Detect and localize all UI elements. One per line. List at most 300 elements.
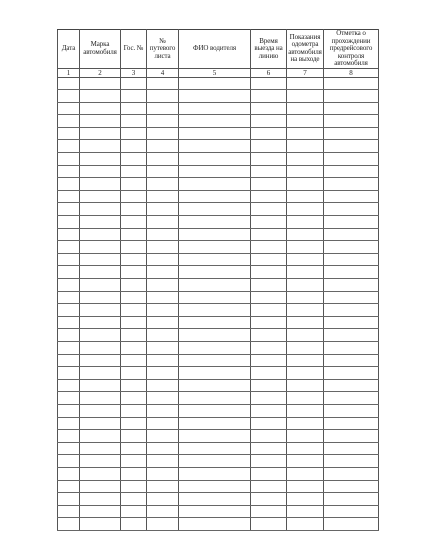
table-cell [58,165,80,178]
table-cell [324,291,379,304]
table-cell [324,127,379,140]
table-cell [147,77,179,90]
table-row [58,279,379,292]
table-cell [80,279,121,292]
table-cell [251,392,287,405]
table-cell [324,505,379,518]
table-cell [179,178,251,191]
table-cell [147,216,179,229]
table-cell [80,77,121,90]
table-cell [251,77,287,90]
table-cell [179,153,251,166]
table-cell [324,467,379,480]
table-cell [58,279,80,292]
table-cell [147,253,179,266]
table-cell [121,379,147,392]
table-cell [287,279,324,292]
table-cell [251,127,287,140]
column-number: 2 [80,68,121,77]
table-cell [147,140,179,153]
table-cell [179,190,251,203]
table-cell [121,467,147,480]
table-cell [80,228,121,241]
table-cell [287,228,324,241]
table-row [58,518,379,531]
table-cell [251,379,287,392]
table-cell [287,493,324,506]
table-cell [121,316,147,329]
table-cell [147,430,179,443]
table-cell [251,518,287,531]
table-cell [58,102,80,115]
column-number: 1 [58,68,80,77]
table-cell [251,304,287,317]
table-cell [58,127,80,140]
table-cell [121,329,147,342]
table-cell [324,404,379,417]
table-cell [147,379,179,392]
table-cell [58,329,80,342]
table-cell [121,480,147,493]
table-cell [147,115,179,128]
column-number: 3 [121,68,147,77]
table-cell [179,279,251,292]
table-cell [80,216,121,229]
table-cell [58,228,80,241]
table-cell [179,505,251,518]
table-cell [80,392,121,405]
table-cell [80,493,121,506]
table-cell [121,493,147,506]
table-cell [147,518,179,531]
table-cell [324,417,379,430]
table-cell [324,216,379,229]
table-cell [80,140,121,153]
table-cell [147,455,179,468]
table-cell [287,518,324,531]
table-cell [324,266,379,279]
table-cell [121,102,147,115]
table-row [58,354,379,367]
table-row [58,316,379,329]
table-cell [324,115,379,128]
table-cell [121,216,147,229]
table-cell [121,518,147,531]
table-row [58,190,379,203]
table-cell [287,153,324,166]
table-cell [324,253,379,266]
table-cell [58,203,80,216]
table-cell [287,505,324,518]
table-cell [287,329,324,342]
table-cell [80,442,121,455]
table-cell [251,102,287,115]
table-cell [179,90,251,103]
table-row [58,216,379,229]
table-cell [80,404,121,417]
table-cell [251,417,287,430]
table-cell [251,266,287,279]
table-row [58,102,379,115]
table-cell [121,304,147,317]
table-cell [147,316,179,329]
table-cell [324,341,379,354]
table-cell [179,241,251,254]
header-departure-time: Время выезда на линию [251,30,287,69]
table-cell [251,442,287,455]
table-cell [287,316,324,329]
table-cell [179,253,251,266]
table-cell [324,442,379,455]
table-row [58,480,379,493]
table-cell [147,417,179,430]
table-cell [251,140,287,153]
table-cell [121,228,147,241]
table-row [58,442,379,455]
table-cell [147,102,179,115]
table-row [58,392,379,405]
table-cell [324,430,379,443]
table-cell [147,442,179,455]
table-cell [324,316,379,329]
table-cell [80,354,121,367]
table-cell [324,493,379,506]
table-cell [80,190,121,203]
column-number-row [58,68,379,77]
table-cell [147,203,179,216]
table-cell [287,77,324,90]
table-cell [121,77,147,90]
table-cell [58,404,80,417]
table-cell [324,190,379,203]
table-cell [251,467,287,480]
table-cell [179,493,251,506]
table-cell [58,253,80,266]
table-cell [324,279,379,292]
table-row [58,115,379,128]
table-cell [324,379,379,392]
table-cell [80,241,121,254]
table-row [58,493,379,506]
table-cell [179,140,251,153]
table-cell [80,102,121,115]
table-cell [80,291,121,304]
table-cell [287,417,324,430]
table-cell [147,178,179,191]
table-cell [121,127,147,140]
table-row [58,367,379,380]
table-cell [121,417,147,430]
table-cell [179,304,251,317]
table-cell [251,228,287,241]
table-cell [58,480,80,493]
table-cell [58,153,80,166]
table-cell [179,455,251,468]
table-cell [287,367,324,380]
table-cell [80,266,121,279]
table-row [58,291,379,304]
table-cell [58,90,80,103]
table-cell [121,165,147,178]
table-cell [121,115,147,128]
table-cell [287,442,324,455]
table-cell [251,505,287,518]
table-row [58,203,379,216]
table-cell [80,153,121,166]
table-cell [324,77,379,90]
table-cell [251,241,287,254]
table-cell [80,178,121,191]
table-cell [121,341,147,354]
table-row [58,153,379,166]
table-cell [324,153,379,166]
header-driver-name: ФИО водителя [179,30,251,69]
table-cell [58,518,80,531]
header-car-model: Марка автомобиля [80,30,121,69]
table-cell [121,253,147,266]
table-cell [80,203,121,216]
table-cell [147,190,179,203]
table-cell [251,354,287,367]
table-cell [58,493,80,506]
table-row [58,467,379,480]
table-cell [251,480,287,493]
table-row [58,329,379,342]
table-row [58,140,379,153]
table-cell [287,241,324,254]
table-cell [80,165,121,178]
table-cell [80,115,121,128]
table-cell [58,354,80,367]
header-row [58,30,379,69]
table-cell [147,241,179,254]
header-waybill-number: № путевого листа [147,30,179,69]
table-cell [80,455,121,468]
table-cell [121,442,147,455]
table-cell [179,442,251,455]
table-cell [251,153,287,166]
table-cell [324,178,379,191]
table-cell [58,304,80,317]
table-cell [287,354,324,367]
table-row [58,127,379,140]
table-cell [324,329,379,342]
table-cell [287,216,324,229]
table-cell [80,518,121,531]
table-cell [121,190,147,203]
table-cell [121,153,147,166]
table-cell [147,493,179,506]
table-cell [251,190,287,203]
table-cell [179,480,251,493]
table-cell [121,404,147,417]
table-cell [147,165,179,178]
table-cell [121,266,147,279]
table-cell [324,367,379,380]
table-cell [80,505,121,518]
table-cell [121,505,147,518]
table-cell [179,430,251,443]
table-cell [58,190,80,203]
table-cell [251,404,287,417]
table-cell [80,329,121,342]
table-cell [58,442,80,455]
table-row [58,241,379,254]
table-cell [179,392,251,405]
table-cell [179,329,251,342]
table-row [58,90,379,103]
table-cell [58,430,80,443]
column-number: 4 [147,68,179,77]
table-cell [287,455,324,468]
table-cell [121,392,147,405]
table-cell [121,178,147,191]
table-cell [287,430,324,443]
table-cell [287,90,324,103]
table-cell [324,392,379,405]
table-cell [80,90,121,103]
table-cell [324,203,379,216]
table-cell [287,165,324,178]
table-cell [251,341,287,354]
table-row [58,455,379,468]
column-number: 7 [287,68,324,77]
table-cell [58,467,80,480]
table-cell [287,480,324,493]
table-cell [287,102,324,115]
table-cell [251,178,287,191]
column-number: 6 [251,68,287,77]
table-row [58,165,379,178]
table-cell [287,140,324,153]
table-cell [287,115,324,128]
table-cell [287,379,324,392]
table-cell [179,216,251,229]
table-row [58,266,379,279]
table-cell [179,417,251,430]
table-cell [147,304,179,317]
table-cell [58,178,80,191]
table-row [58,178,379,191]
table-cell [80,430,121,443]
table-cell [324,455,379,468]
table-cell [121,279,147,292]
table-cell [287,203,324,216]
table-cell [58,379,80,392]
table-cell [179,228,251,241]
table-cell [251,115,287,128]
table-cell [121,455,147,468]
table-cell [179,127,251,140]
table-cell [147,505,179,518]
table-cell [147,127,179,140]
table-cell [251,493,287,506]
table-row [58,341,379,354]
table-cell [147,354,179,367]
table-cell [324,354,379,367]
table-cell [251,316,287,329]
table-cell [324,480,379,493]
table-cell [121,367,147,380]
table-cell [179,102,251,115]
table-cell [147,329,179,342]
table-cell [58,367,80,380]
table-cell [251,279,287,292]
table-cell [80,367,121,380]
table-cell [58,392,80,405]
table-cell [80,253,121,266]
table-cell [324,140,379,153]
header-plate-number: Гос. № [121,30,147,69]
table-cell [287,127,324,140]
table-cell [147,367,179,380]
table-cell [179,291,251,304]
table-cell [147,404,179,417]
table-cell [251,329,287,342]
table-row [58,77,379,90]
table-cell [147,266,179,279]
table-row [58,505,379,518]
table-cell [179,404,251,417]
column-number: 8 [324,68,379,77]
table-cell [121,354,147,367]
table-cell [147,153,179,166]
column-number: 5 [179,68,251,77]
table-cell [80,341,121,354]
table-cell [251,291,287,304]
table-cell [58,241,80,254]
table-cell [58,455,80,468]
table-cell [287,190,324,203]
table-cell [58,216,80,229]
table-cell [287,178,324,191]
table-cell [179,379,251,392]
table-row [58,379,379,392]
table-cell [251,253,287,266]
table-cell [179,518,251,531]
table-cell [324,241,379,254]
table-cell [58,341,80,354]
table-cell [58,266,80,279]
table-cell [58,417,80,430]
table-cell [287,392,324,405]
table-cell [147,392,179,405]
table-cell [287,291,324,304]
table-cell [251,455,287,468]
table-cell [58,140,80,153]
table-cell [80,467,121,480]
header-odometer-reading: Показания одометра автомобиля на выходе [287,30,324,69]
table-cell [179,354,251,367]
table-row [58,228,379,241]
table-cell [179,316,251,329]
header-date: Дата [58,30,80,69]
table-cell [287,404,324,417]
table-cell [147,90,179,103]
table-cell [287,341,324,354]
table-cell [251,165,287,178]
header-pre-trip-check-mark: Отметка о прохождении предрейсового контроля автомобиля [324,30,379,69]
table-cell [121,430,147,443]
table-cell [179,77,251,90]
table-cell [251,216,287,229]
table-cell [251,203,287,216]
table-cell [147,279,179,292]
table-cell [179,115,251,128]
table-cell [147,341,179,354]
table-cell [80,304,121,317]
table-cell [121,90,147,103]
